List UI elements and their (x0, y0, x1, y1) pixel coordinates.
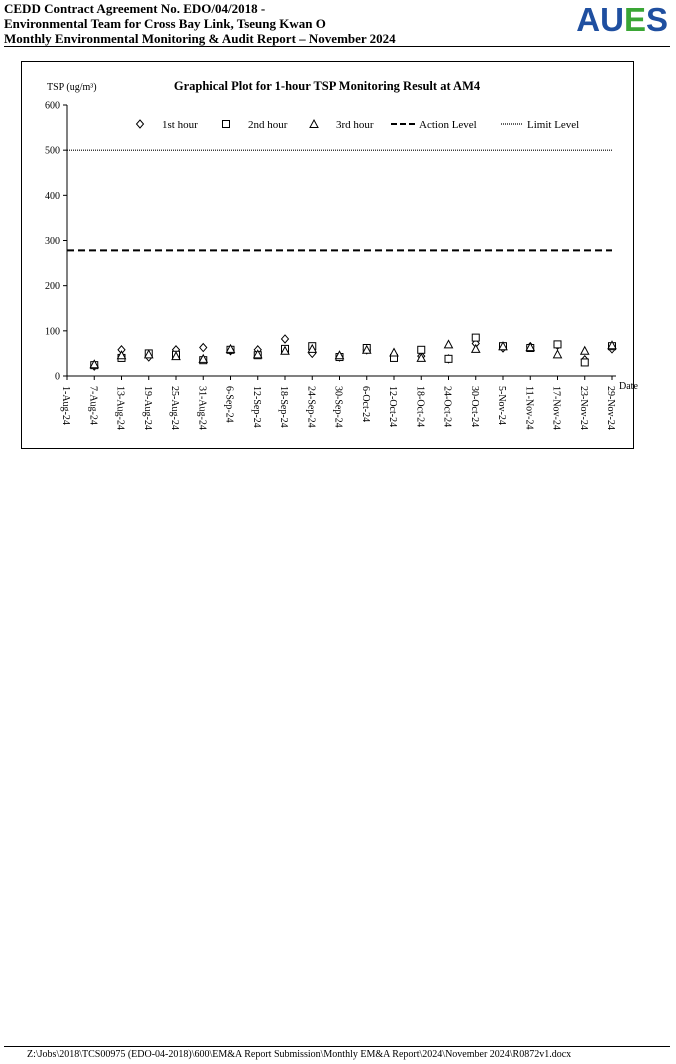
x-tick-label: 12-Sep-24 (250, 386, 262, 428)
header-rule (4, 46, 670, 47)
footer-rule (4, 1046, 670, 1047)
second-hour-point (472, 334, 479, 341)
y-tick-label: 100 (45, 326, 60, 338)
x-tick-label: 24-Sep-24 (305, 386, 317, 428)
first-hour-point (200, 344, 207, 352)
chart-title: Graphical Plot for 1-hour TSP Monitoring Result at AM4 (173, 79, 481, 93)
first-hour-point (282, 335, 289, 343)
x-axis-label: Date (619, 381, 638, 392)
x-tick-label: 30-Sep-24 (332, 386, 344, 428)
aues-logo: AUES (576, 1, 668, 38)
legend-third-hour-label: 3rd hour (336, 119, 374, 131)
y-tick-label: 500 (45, 145, 60, 157)
x-tick-label: 5-Nov-24 (496, 386, 507, 425)
second-hour-point (581, 359, 588, 366)
legend-first-hour-marker (137, 120, 144, 128)
third-hour-point (581, 347, 589, 355)
x-tick-label: 12-Oct-24 (387, 386, 398, 428)
x-tick-label: 11-Nov-24 (523, 386, 535, 430)
second-hour-point (554, 341, 561, 348)
y-axis-label: TSP (ug/m³) (47, 82, 97, 93)
x-tick-label: 13-Aug-24 (114, 386, 126, 430)
y-tick-label: 600 (45, 100, 60, 112)
x-tick-label: 6-Sep-24 (223, 386, 235, 423)
y-tick-label: 200 (45, 281, 60, 293)
header-team-line: Environmental Team for Cross Bay Link, Tseung Kwan O (4, 16, 326, 31)
second-hour-point (418, 346, 425, 353)
x-tick-label: 19-Aug-24 (141, 386, 153, 430)
third-hour-point (554, 350, 562, 358)
x-tick-label: 1-Aug-24 (60, 386, 71, 425)
x-tick-label: 30-Oct-24 (468, 386, 480, 428)
x-tick-label: 29-Nov-24 (605, 386, 616, 430)
header-contract-line: CEDD Contract Agreement No. EDO/04/2018 - (4, 1, 266, 16)
third-hour-point (390, 349, 398, 357)
legend-action-level-label: Action Level (419, 119, 477, 131)
y-tick-label: 0 (55, 371, 60, 383)
x-tick-label: 18-Sep-24 (278, 386, 289, 428)
x-tick-label: 18-Oct-24 (414, 386, 426, 428)
x-tick-label: 7-Aug-24 (87, 386, 99, 425)
legend-first-hour-label: 1st hour (162, 119, 198, 131)
legend-limit-level-label: Limit Level (527, 119, 580, 131)
legend-third-hour-marker (310, 120, 318, 128)
third-hour-point (445, 340, 453, 348)
chart-frame (21, 61, 638, 449)
second-hour-point (445, 355, 452, 362)
x-tick-label: 23-Nov-24 (577, 386, 589, 430)
third-hour-point (472, 345, 480, 353)
x-tick-label: 17-Nov-24 (550, 386, 562, 430)
x-tick-label: 31-Aug-24 (196, 386, 208, 430)
x-tick-label: 6-Oct-24 (359, 386, 371, 423)
legend-second-hour-marker (223, 121, 230, 128)
tsp-scatter-chart (22, 62, 638, 448)
y-tick-label: 400 (45, 190, 60, 202)
footer-file-path: Z:\Jobs\2018\TCS00975 (EDO-04-2018)\600\EM&A Report Submission\Monthly EM&A Report\2024\November 2024\R0872v1.docx (27, 1049, 572, 1060)
x-tick-label: 24-Oct-24 (441, 386, 453, 428)
header-report-line: Monthly Environmental Monitoring & Audit Report – November 2024 (4, 31, 396, 46)
x-tick-label: 25-Aug-24 (169, 386, 180, 430)
y-tick-label: 300 (45, 236, 60, 247)
legend-second-hour-label: 2nd hour (248, 119, 288, 131)
